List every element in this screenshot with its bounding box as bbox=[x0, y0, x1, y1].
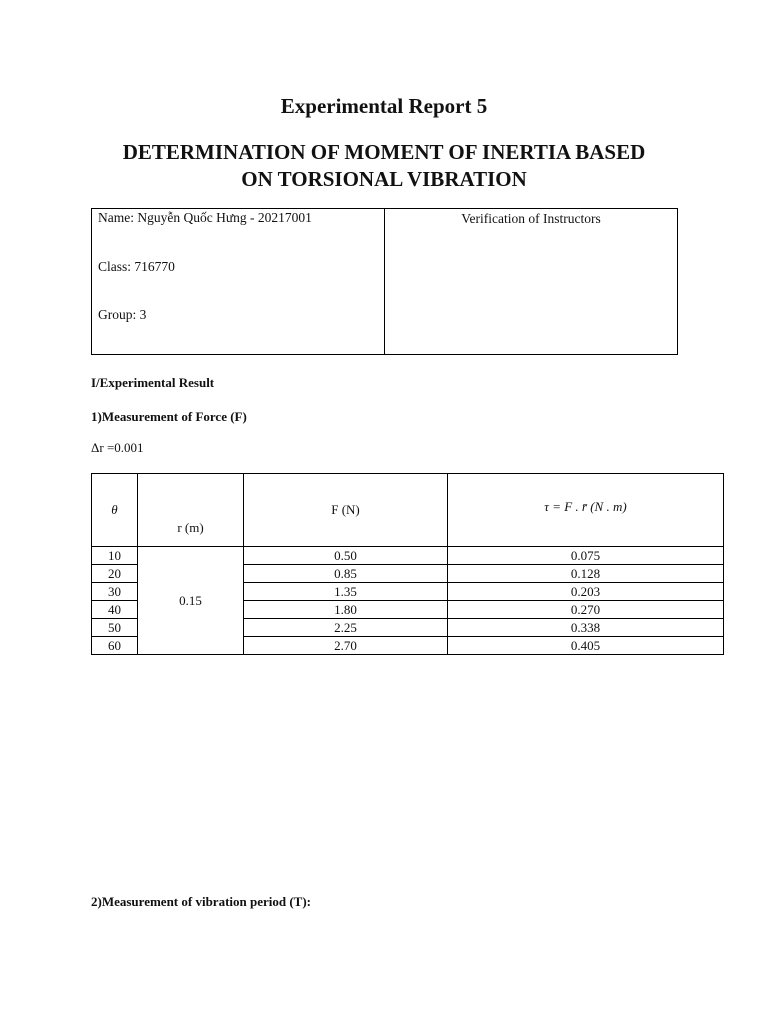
theta-cell: 40 bbox=[92, 601, 138, 619]
student-name: Name: Nguyễn Quốc Hưng - 20217001 bbox=[98, 210, 312, 225]
f-cell: 0.85 bbox=[244, 565, 448, 583]
f-cell: 2.70 bbox=[244, 637, 448, 655]
table-header-row bbox=[92, 474, 724, 547]
student-info-table bbox=[91, 208, 678, 355]
report-title: Experimental Report 5 bbox=[280, 94, 488, 118]
tau-cell: 0.270 bbox=[448, 601, 724, 619]
header-f: F (N) bbox=[244, 474, 448, 547]
header-r: r (m) bbox=[138, 474, 244, 547]
subtitle-line-2: ON TORSIONAL VIBRATION bbox=[241, 167, 527, 191]
table-row bbox=[92, 547, 724, 565]
f-cell: 0.50 bbox=[244, 547, 448, 565]
header-tau: τ = F . r̄ (N . m) bbox=[448, 474, 724, 547]
theta-cell: 20 bbox=[92, 565, 138, 583]
theta-cell: 30 bbox=[92, 583, 138, 601]
tau-cell: 0.405 bbox=[448, 637, 724, 655]
student-class: Class: 716770 bbox=[98, 259, 175, 274]
section-heading-results: I/Experimental Result bbox=[91, 375, 215, 390]
f-cell: 1.35 bbox=[244, 583, 448, 601]
tau-cell: 0.075 bbox=[448, 547, 724, 565]
instructor-verification-cell: Verification of Instructors bbox=[461, 211, 601, 226]
header-theta: θ bbox=[92, 474, 138, 547]
theta-cell: 50 bbox=[92, 619, 138, 637]
tau-cell: 0.338 bbox=[448, 619, 724, 637]
delta-r-value: Δr =0.001 bbox=[91, 440, 144, 455]
f-cell: 2.25 bbox=[244, 619, 448, 637]
subsection-heading-force: 1)Measurement of Force (F) bbox=[91, 409, 247, 424]
subtitle-line-1: DETERMINATION OF MOMENT OF INERTIA BASED bbox=[122, 140, 646, 164]
force-measurement-table bbox=[91, 473, 724, 655]
f-cell: 1.80 bbox=[244, 601, 448, 619]
student-group: Group: 3 bbox=[98, 307, 147, 322]
tau-cell: 0.128 bbox=[448, 565, 724, 583]
student-info-cell bbox=[92, 209, 385, 354]
subsection-heading-period: 2)Measurement of vibration period (T): bbox=[91, 894, 312, 909]
theta-cell: 10 bbox=[92, 547, 138, 565]
tau-cell: 0.203 bbox=[448, 583, 724, 601]
report-subtitle bbox=[84, 139, 684, 193]
r-cell: 0.15 bbox=[138, 547, 244, 655]
theta-cell: 60 bbox=[92, 637, 138, 655]
